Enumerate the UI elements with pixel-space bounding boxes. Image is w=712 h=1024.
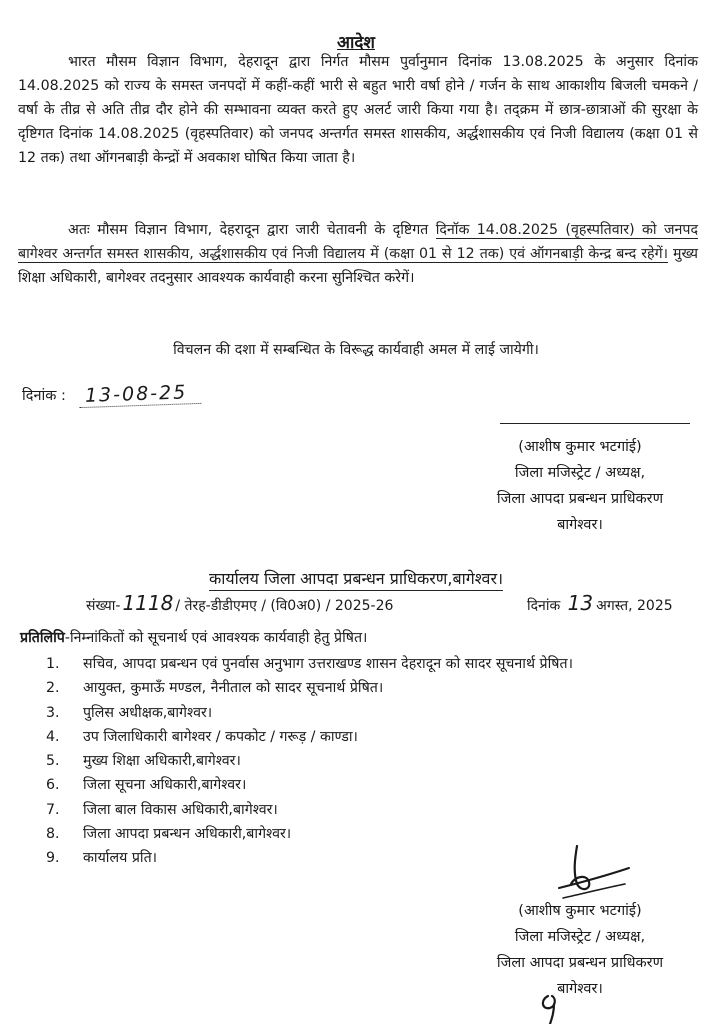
recipient-list: [40, 652, 573, 871]
signature-line: [500, 423, 690, 424]
list-item-number: 8.: [46, 826, 60, 843]
order-paragraph-2-intro: अतः मौसम विज्ञान विभाग, देहरादून द्वारा जारी चेतावनी के दृष्टिगत: [68, 222, 429, 238]
list-item-text: उप जिलाधिकारी बागेश्वर / कपकोट / गरूड़ / काण्डा।: [83, 728, 358, 745]
list-item-number: 9.: [46, 850, 60, 867]
reference-label: संख्या-: [86, 598, 121, 614]
list-item: [40, 846, 573, 870]
signatory-designation: जिला मजिस्ट्रेट / अध्यक्ष,: [514, 929, 646, 945]
list-item: [40, 676, 573, 700]
reference-number-handwritten: 1118: [122, 591, 174, 615]
endorsement-date-day-handwritten: 13: [567, 591, 594, 615]
list-item-number: 2.: [46, 680, 60, 697]
office-heading-text: कार्यालय जिला आपदा प्रबन्धन प्राधिकरण,बागेश्वर।: [209, 569, 503, 591]
list-item-text: जिला बाल विकास अधिकारी,बागेश्वर।: [83, 801, 278, 818]
order-paragraph-2-handwritten-underlined: दिनॉक 14.08.2025 (वृहस्पतिवार) को जनपद बागेश्वर अन्तर्गत समस्त शासकीय, अर्द्धशासकीय एवं निजी विद्यालय में (कक्षा 01 से 12 तक) एवं ऑगनबाड़ी केन्द्र बन्द रहेगें।: [18, 222, 698, 262]
signatory-place: बागेश्वर।: [557, 517, 603, 533]
list-item: [40, 701, 573, 725]
signatory-name: (आशीष कुमार भटगांई): [518, 903, 642, 919]
handwritten-signature-icon: [555, 838, 635, 904]
list-item-text: जिला आपदा प्रबन्धन अधिकारी,बागेश्वर।: [83, 826, 292, 843]
list-item-text: जिला सूचना अधिकारी,बागेश्वर।: [83, 777, 247, 794]
reference-suffix: / तेरह-डीडीएमए / (वि0अ0) / 2025-26: [175, 598, 394, 614]
order-date-label: दिनांक :: [22, 388, 66, 404]
order-paragraph-1: भारत मौसम विज्ञान विभाग, देहरादून द्वारा निर्गत मौसम पुर्वानुमान दिनांक 13.08.2025 के अनुसार दिनांक 14.08.2025 को राज्य के समस्त जनपदों में कहीं-कहीं भारी से बहुत भारी वर्षा होने / गर्जन के साथ आकाशीय बिजली चमकने / वर्षा के तीव्र से अति तीव्र दौर होने की सम्भावना व्यक्त करते हुए अलर्ट जारी किया गया है। तद्क्रम में छात्र-छात्राओं की सुरक्षा के दृष्टिगत दिनांक 14.08.2025 (वृहस्पतिवार) को जनपद अन्तर्गत समस्त शासकीय, अर्द्धशासकीय एवं निजी विद्यालय (कक्षा 01 से 12 तक) तथा ऑगनबाड़ी केन्द्रों में अवकाश घोषित किया जाता है।: [18, 54, 698, 166]
list-item-number: 3.: [46, 704, 60, 721]
order-date: [22, 383, 201, 406]
list-item: [40, 749, 573, 773]
order-date-handwritten: 13-08-25: [78, 381, 201, 408]
endorsement-date-label: दिनांक: [527, 598, 561, 614]
copy-to-heading: [20, 628, 367, 647]
copy-to-label: प्रतिलिपि: [20, 630, 65, 646]
list-item-text: सचिव, आपदा प्रबन्धन एवं पुनर्वास अनुभाग उत्तराखण्ड शासन देहरादून को सादर सूचनार्थ प्रेषित।: [83, 656, 573, 672]
order-paragraph-3: विचलन की दशा में सम्बन्धित के विरूद्ध कार्यवाही अमल में लाई जायेगी।: [173, 342, 539, 358]
list-item-number: 5.: [46, 753, 60, 770]
endorsement-date-month-year: अगस्त, 2025: [596, 598, 673, 614]
signatory-place: बागेश्वर।: [557, 981, 603, 997]
list-item-number: 6.: [46, 777, 60, 794]
list-item-text: मुख्य शिक्षा अधिकारी,बागेश्वर।: [83, 753, 241, 770]
list-item: [40, 822, 573, 846]
signatory-name: (आशीष कुमार भटगांई): [518, 439, 642, 455]
list-item: [40, 773, 573, 797]
list-item: [40, 725, 573, 749]
list-item-text: पुलिस अधीक्षक,बागेश्वर।: [83, 704, 213, 721]
handwritten-initial-icon: [536, 990, 576, 1024]
office-heading: [0, 567, 712, 589]
endorsement-date: [527, 591, 673, 615]
reference-number: [86, 591, 393, 615]
signatory-block-2: [470, 898, 690, 1002]
list-item: [40, 652, 573, 676]
signatory-designation: जिला मजिस्ट्रेट / अध्यक्ष,: [514, 465, 646, 481]
order-paragraph-2: [18, 218, 698, 290]
signatory-authority: जिला आपदा प्रबन्धन प्राधिकरण: [496, 955, 664, 971]
signatory-block-1: [470, 434, 690, 538]
list-item-number: 4.: [46, 728, 60, 745]
copy-to-text: -निम्नांकितों को सूचनार्थ एवं आवश्यक कार्यवाही हेतु प्रेषित।: [64, 630, 368, 646]
list-item-number: 7.: [46, 801, 60, 818]
list-item-text: कार्यालय प्रति।: [83, 850, 158, 867]
list-item-number: 1.: [46, 656, 60, 672]
list-item-text: आयुक्त, कुमाऊँ मण्डल, नैनीताल को सादर सूचनार्थ प्रेषित।: [83, 680, 384, 697]
signatory-authority: जिला आपदा प्रबन्धन प्राधिकरण: [496, 491, 664, 507]
order-title: आदेश: [337, 33, 375, 53]
list-item: [40, 798, 573, 822]
order-paragraph-2-instruction: मुख्य शिक्षा अधिकारी, बागेश्वर तदनुसार आवश्यक कार्यवाही करना सुनिश्चित करेगें।: [18, 246, 698, 286]
